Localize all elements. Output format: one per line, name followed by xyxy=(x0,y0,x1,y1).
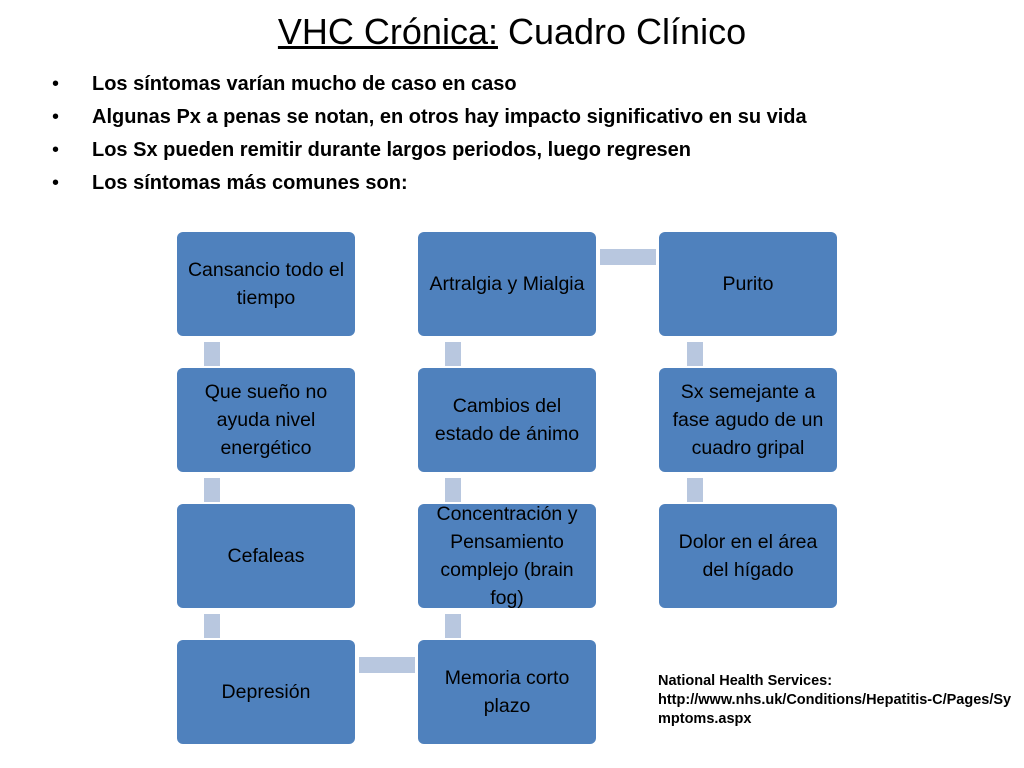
node-depresion: Depresión xyxy=(177,640,355,744)
connector-depresion-memoria xyxy=(359,657,415,673)
bullet-list xyxy=(52,68,807,200)
connector-concentracion-cambios xyxy=(445,478,461,502)
node-cansancio: Cansancio todo el tiempo xyxy=(177,232,355,336)
node-purito: Purito xyxy=(659,232,837,336)
bullet-item-4: • Los síntomas más comunes son: xyxy=(52,167,807,200)
bullet-item-3: • Los Sx pueden remitir durante largos periodos, luego regresen xyxy=(52,134,807,167)
source-name: National Health Services: xyxy=(658,673,833,689)
bullet-item-1: • Los síntomas varían mucho de caso en caso xyxy=(52,68,807,101)
title-underlined: VHC Crónica: xyxy=(277,11,498,52)
node-sueno-energia: Que sueño no ayuda nivel energético xyxy=(177,368,355,472)
node-concentracion: Concentración y Pensamiento complejo (brain fog) xyxy=(418,504,596,608)
node-cambios-animo: Cambios del estado de ánimo xyxy=(418,368,596,472)
source-citation xyxy=(658,672,1018,729)
connector-memoria-concentracion xyxy=(445,614,461,638)
connector-cambios-artralgia xyxy=(445,342,461,366)
slide-title xyxy=(0,8,1024,56)
node-cuadro-gripal: Sx semejante a fase agudo de un cuadro gripal xyxy=(659,368,837,472)
node-memoria: Memoria corto plazo xyxy=(418,640,596,744)
connector-cefaleas-depresion xyxy=(204,614,220,638)
connector-cansancio-sueno xyxy=(204,342,220,366)
node-dolor-higado: Dolor en el área del hígado xyxy=(659,504,837,608)
node-cefaleas: Cefaleas xyxy=(177,504,355,608)
connector-purito-gripal xyxy=(687,342,703,366)
source-url: http://www.nhs.uk/Conditions/Hepatitis-C/Pages/Symptoms.aspx xyxy=(658,692,1012,727)
title-rest: Cuadro Clínico xyxy=(497,11,747,52)
connector-sueno-cefaleas xyxy=(204,478,220,502)
connector-gripal-higado xyxy=(687,478,703,502)
node-artralgia: Artralgia y Mialgia xyxy=(418,232,596,336)
connector-artralgia-purito xyxy=(600,249,656,265)
bullet-item-2: • Algunas Px a penas se notan, en otros hay impacto significativo en su vida xyxy=(52,101,807,134)
